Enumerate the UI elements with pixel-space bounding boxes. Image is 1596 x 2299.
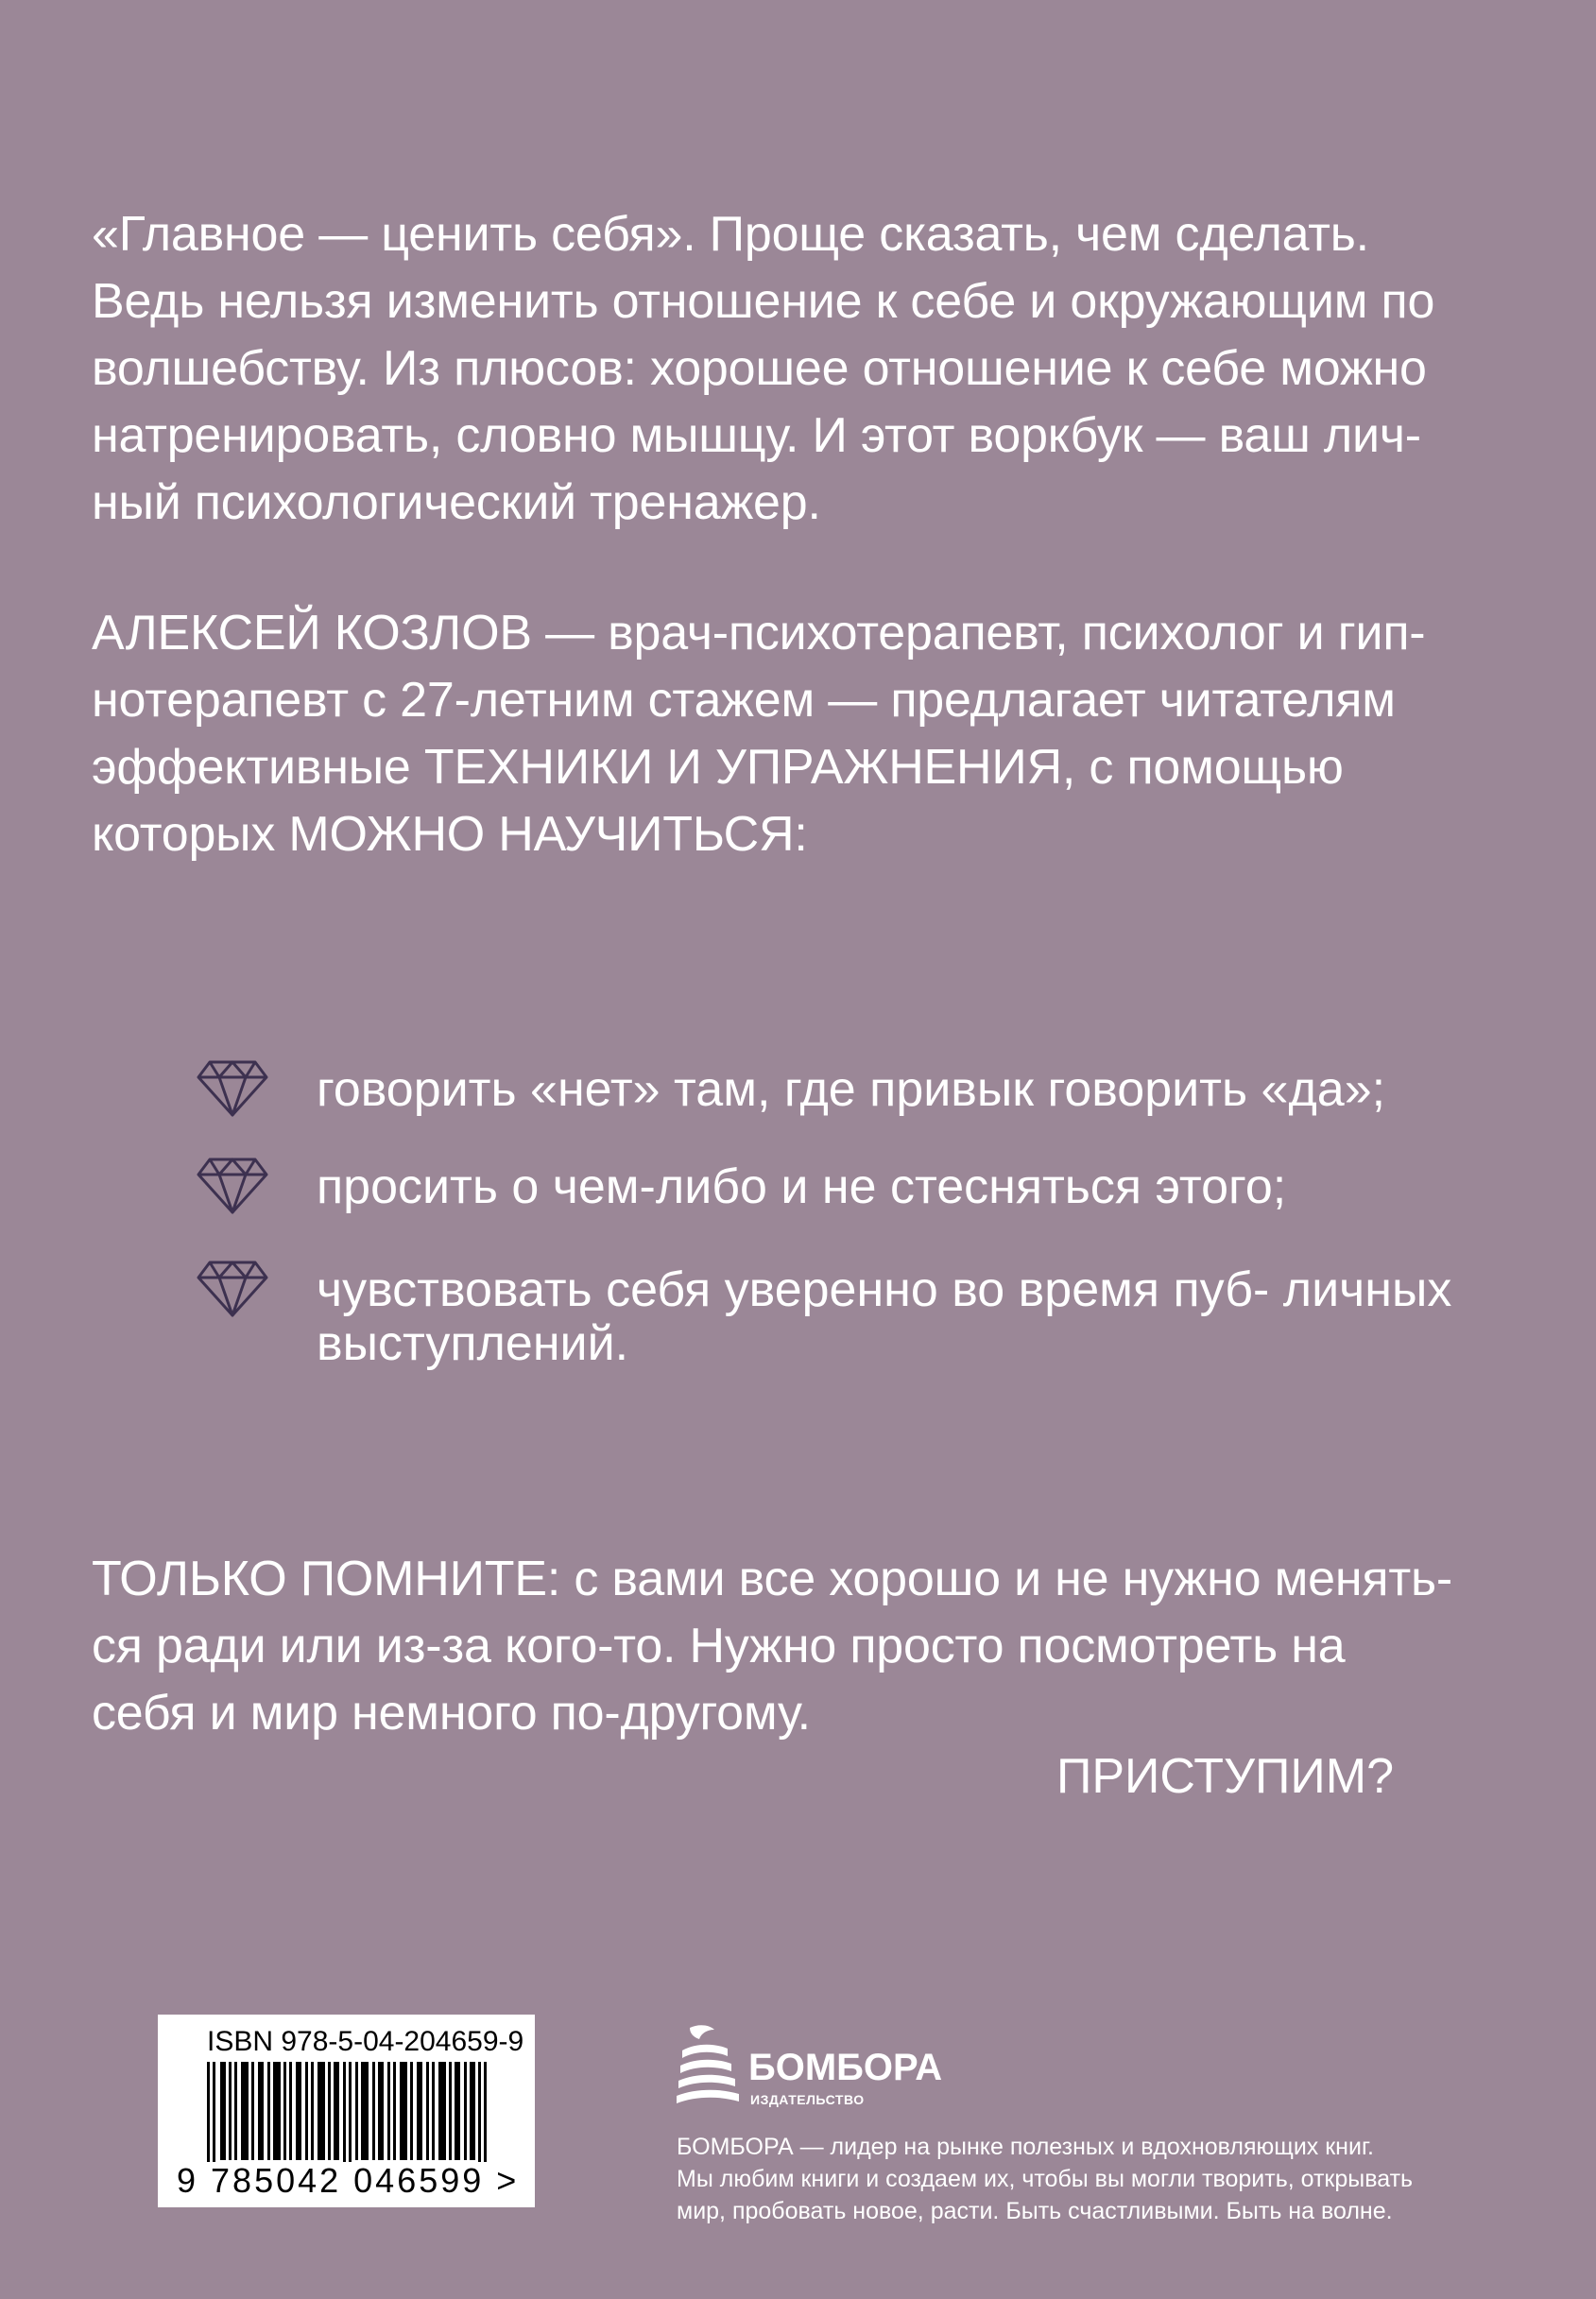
diamond-icon	[197, 1259, 268, 1319]
intro-line: натренировать, словно мышцу. И этот воркбук — ваш лич-	[92, 408, 1421, 463]
author-line: АЛЕКСЕЙ КОЗЛОВ — врач-психотерапевт, психолог и гип-	[92, 606, 1426, 661]
bullet-text-continued: выступлений.	[317, 1316, 629, 1371]
isbn-digits: 9 785042 046599 >	[177, 2161, 520, 2200]
isbn-label: ISBN 978-5-04-204659-9	[207, 2026, 524, 2057]
author-line: которых МОЖНО НАУЧИТЬСЯ:	[92, 807, 808, 862]
intro-paragraph	[92, 201, 1435, 537]
publisher-description-line: мир, пробовать новое, расти. Быть счастливыми. Быть на волне.	[677, 2198, 1393, 2224]
publisher-description-line: Мы любим книги и создаем их, чтобы вы могли творить, открывать	[677, 2166, 1414, 2192]
bullet-text: чувствовать себя уверенно во время пуб- личных	[317, 1262, 1452, 1317]
author-line: эффективные ТЕХНИКИ И УПРАЖНЕНИЯ, с помощью	[92, 740, 1344, 795]
publisher-description-line: БОМБОРА — лидер на рынке полезных и вдохновляющих книг.	[677, 2134, 1374, 2160]
isbn-barcode-block	[158, 2015, 535, 2207]
author-line: нотерапевт с 27-летним стажем — предлагает читателям	[92, 673, 1396, 728]
publisher-subtitle: ИЗДАТЕЛЬСТВО	[750, 2092, 865, 2107]
bullet-text: просить о чем-либо и не стесняться этого;	[317, 1159, 1287, 1214]
author-paragraph	[92, 600, 1426, 868]
publisher-name: БОМБОРА	[748, 2047, 943, 2088]
intro-line: «Главное — ценить себя». Проще сказать, чем сделать.	[92, 207, 1369, 262]
bullet-text: говорить «нет» там, где привык говорить «да»;	[317, 1062, 1386, 1117]
intro-line: ный психологический тренажер.	[92, 475, 821, 530]
closing-line: себя и мир немного по-другому.	[92, 1686, 811, 1741]
closing-line: ТОЛЬКО ПОМНИТЕ: с вами все хорошо и не нужно менять-	[92, 1552, 1452, 1606]
diamond-icon	[197, 1156, 268, 1216]
publisher-description	[677, 2131, 1433, 2227]
closing-line: ся ради или из-за кого-то. Нужно просто посмотреть на	[92, 1619, 1346, 1673]
intro-line: Ведь нельзя изменить отношение к себе и окружающим по	[92, 274, 1435, 329]
diamond-icon	[197, 1058, 268, 1119]
call-to-action: ПРИСТУПИМ?	[1055, 1749, 1394, 1804]
barcode	[158, 2062, 535, 2168]
intro-line: волшебству. Из плюсов: хорошее отношение к себе можно	[92, 341, 1427, 396]
closing-paragraph	[92, 1546, 1452, 1747]
bombora-book-wave-icon	[677, 2022, 743, 2117]
